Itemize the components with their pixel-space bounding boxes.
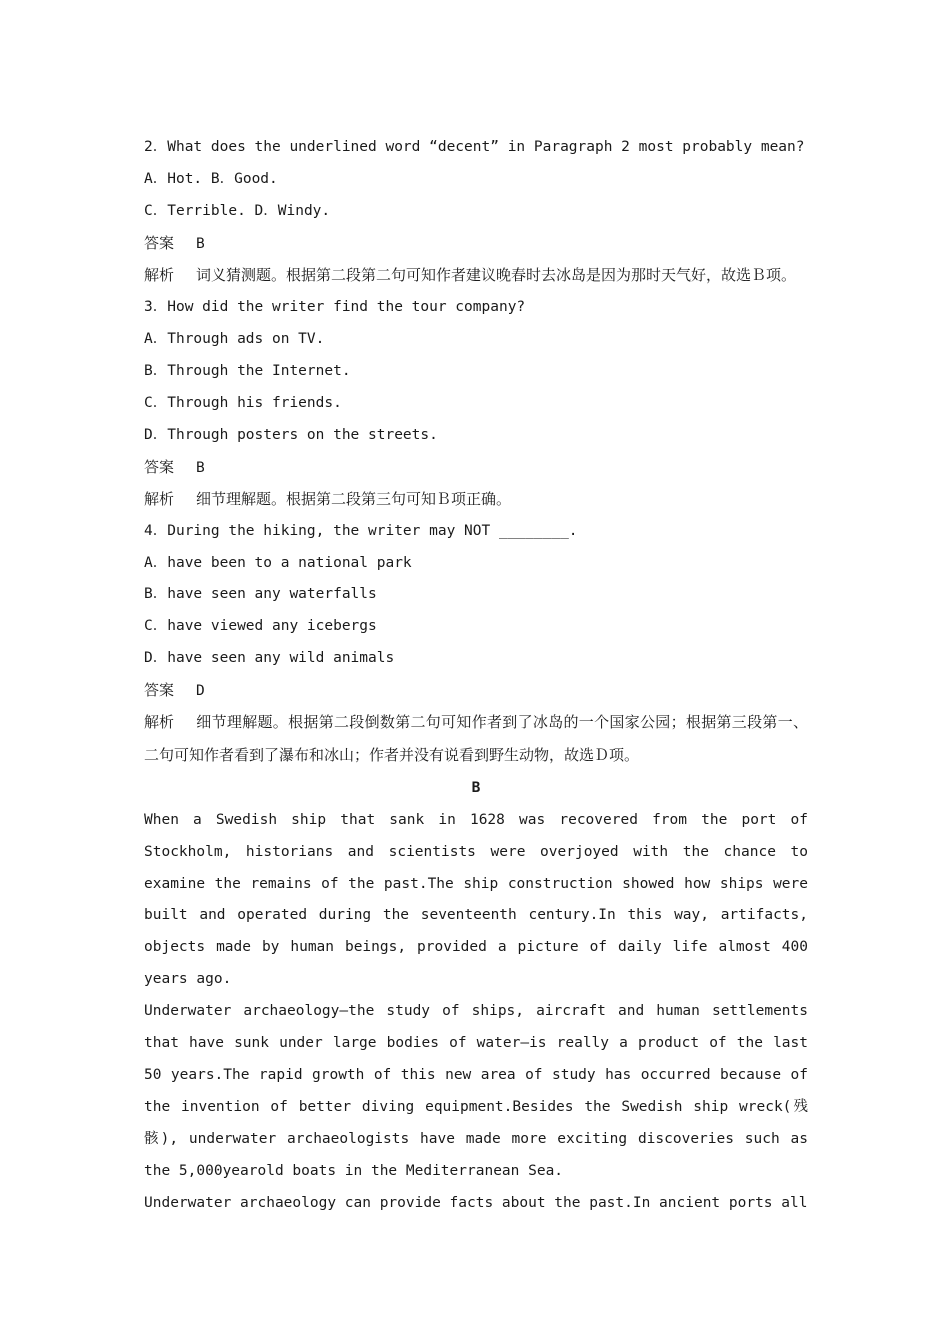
question-4-stem: 4．During the hiking, the writer may NOT ________. [144,522,578,539]
question-4-option-c: C．have viewed any icebergs [144,618,377,635]
answer-value: B [196,235,205,252]
question-2-analysis [144,260,808,293]
question-3-analysis [144,484,808,516]
answer-value: B [196,459,205,476]
question-4-answer [144,675,808,707]
analysis-label: 解析 [144,713,175,732]
answer-value: D [196,683,205,700]
question-4-option-a: A．have been to a national park [144,554,412,571]
answer-label: 答案 [144,233,175,252]
analysis-text: 细节理解题。根据第二段倒数第二句可知作者到了冰岛的一个国家公园；根据第三段第一、二句可知作者看到了瀑布和冰山；作者并没有说看到野生动物，故选Ｄ项。 [144,713,808,764]
question-3-option-c: C．Through his friends. [144,395,342,412]
analysis-label: 解析 [144,489,175,508]
question-2-options-ab: A．Hot. B．Good. [144,170,278,187]
analysis-text: 细节理解题。根据第二段第三句可知Ｂ项正确。 [196,489,512,508]
question-3-option-d: D．Through posters on the streets. [144,427,438,444]
question-3-answer [144,452,808,484]
question-2-options-cd: C．Terrible. D．Windy. [144,202,331,219]
passage-paragraph-1: When a Swedish ship that sank in 1628 was recovered from the port of Stockholm, historians and scientists were overjoyed with the chance to examine the remains of the past.The ship construction showed how ships were built and operated during the seventeenth century.In this way, artifacts, objects made by human beings, provided a picture of daily life almost 400 years ago. [144,811,808,988]
answer-label: 答案 [144,681,175,700]
question-3-option-a: A．Through ads on TV. [144,331,325,348]
question-4-analysis [144,707,808,773]
question-4-option-b: B．have seen any waterfalls [144,586,377,603]
question-3-stem: 3．How did the writer find the tour company? [144,299,526,316]
analysis-text: 词义猜测题。根据第二段第二句可知作者建议晚春时去冰岛是因为那时天气好，故选Ｂ项。 [196,265,797,284]
answer-label: 答案 [144,457,175,476]
passage-paragraph-2: Underwater archaeology—the study of ships, aircraft and human settlements that have sunk under large bodies of water—is really a product of the last 50 years.The rapid growth of this new area of study has occurred because of the invention of better diving equipment.Besides the Swedish ship wreck(残骸), underwater archaeologists have made more exciting discoveries such as the 5,000yearold boats in the Mediterranean Sea. [144,1003,808,1179]
question-3-option-b: B．Through the Internet. [144,363,351,380]
passage-heading: B [471,779,481,796]
question-2-answer [144,228,808,260]
analysis-label: 解析 [144,265,175,284]
question-4-option-d: D．have seen any wild animals [144,650,395,667]
passage-paragraph-3: Underwater archaeology can provide facts about the past.In ancient ports all [144,1194,808,1211]
question-2-stem: 2．What does the underlined word “decent” in Paragraph 2 most probably mean? [144,139,805,155]
document-page [144,132,808,1220]
